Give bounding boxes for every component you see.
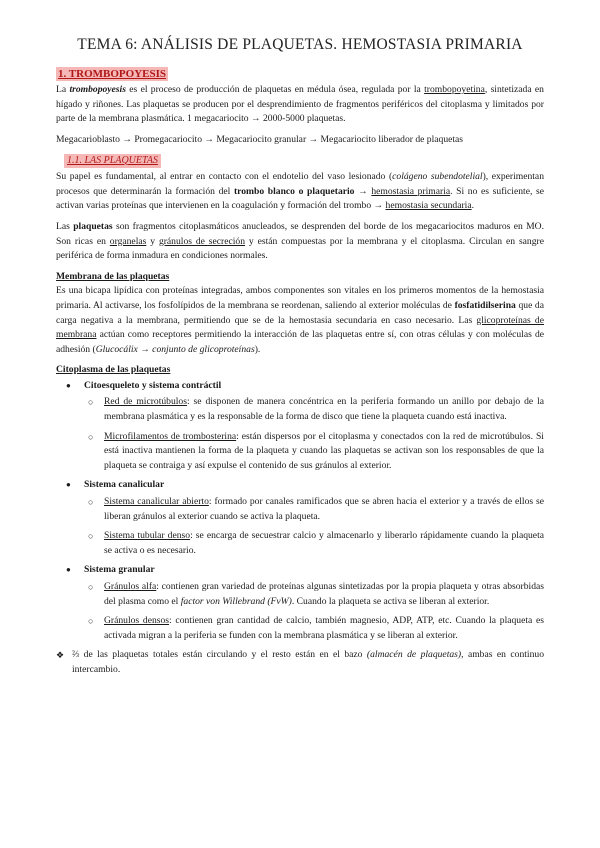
bullet-circle-icon: ○	[88, 497, 94, 508]
list-item: ○ Sistema canalicular abierto: formado por canales ramificados que se abren hacia el exterior y a través de ellos se liberan gránulos al exterior cuando se activa la plaqueta.	[88, 496, 544, 522]
list-item: ○ Gránulos alfa: contienen gran variedad de proteínas algunas sintetizadas por la propia plaqueta y otras absorbidas del plasma como el factor von Willebrand (FvW). Cuando la plaqueta se activa se liberan al exterior.	[88, 581, 544, 607]
diamond-bullet-icon: ❖	[56, 650, 65, 661]
paragraph-trombopoyesis: La trombopoyesis es el proceso de producción de plaquetas en médula ósea, regulada por la trombopoyetina, sintetizada en hígado y riñones. Las plaquetas se producen por el desprendimiento de fragmentos periféricos del citoplasma y limitados por parte de la membrana plasmática. 1 megacariocito → 2000-5000 plaquetas.	[56, 84, 544, 125]
bullet-circle-icon: ○	[88, 531, 94, 542]
bullet-dot-icon: ●	[66, 380, 71, 390]
note-item: ❖ ⅔ de las plaquetas totales están circulando y el resto están en el bazo (almacén de plaquetas), ambas en continuo intercambio.	[56, 649, 544, 675]
bullet-circle-icon: ○	[88, 431, 94, 442]
bullet-circle-icon: ○	[88, 582, 94, 592]
membrana-heading: Membrana de las plaquetas	[56, 270, 170, 282]
list-item: ● Citoesqueleto y sistema contráctil	[56, 379, 544, 394]
page-title: TEMA 6: ANÁLISIS DE PLAQUETAS. HEMOSTASIA PRIMARIA	[77, 36, 523, 53]
section-1-title: 1. TROMBOPOYESIS	[58, 67, 166, 80]
paragraph-sequence: Megacarioblasto → Promegacariocito → Megacariocito granular → Megacariocito liberador de plaquetas	[56, 133, 464, 145]
paragraph-membrana: Es una bicapa lipídica con proteínas integradas, ambos componentes son vitales en los primeros momentos de la hemostasia primaria. Al activarse, los fosfolípidos de la membrana se reordenan, saliendo al exterior moléculas de fosfatidilserina que da carga negativa a la membrana, permitiendo que se de la hemostasia secundaria en caso necesario. Las glicoproteínas de membrana actúan como receptores permitiendo la interacción de las plaquetas entre sí, con otras células y con moléculas de adhesión (Glucocálix → conjunto de glicoproteínas).	[56, 285, 544, 355]
list-item: ○ Gránulos densos: contienen gran cantidad de calcio, también magnesio, ADP, ATP, etc. Cuando la plaqueta es activada migran a la periferia se funden con la membrana plasmática y se liberan al exterior.	[88, 615, 545, 641]
paragraph-papel: Su papel es fundamental, al entrar en contacto con el endotelio del vaso lesionado (colágeno subendotelial), experimentan procesos que determinarán la formación del trombo blanco o plaquetario → hemostasia primaria. Si no es suficiente, se activan varias proteínas que intervienen en la coagulación y formación del trombo → hemostasia secundaria.	[56, 171, 544, 212]
bullet-dot-icon: ●	[66, 480, 71, 490]
bullet-circle-icon: ○	[88, 397, 94, 408]
list-item: ○ Red de microtúbulos: se disponen de manera concéntrica en la periferia formando un anillo por debajo de la membrana plasmática y es la responsable de la forma de disco que tiene la plaqueta cuando está inactiva.	[88, 396, 544, 423]
list-item: ● Sistema granular	[56, 563, 544, 578]
bullet-dot-icon: ●	[66, 565, 71, 575]
section-heading	[56, 67, 544, 84]
citoplasma-heading: Citoplasma de las plaquetas	[56, 364, 171, 376]
bullet-circle-icon: ○	[88, 616, 94, 627]
list-item: ○ Microfilamentos de trombosterina: están dispersos por el citoplasma y conectados con la red de microtúbulos. Si está inactiva mantienen la forma de la plaqueta y cuando las plaquetas se activan son los responsables de que la plaqueta se contraiga y así expulse el contenido de sus gránulos al exterior.	[88, 430, 544, 471]
section-1-1-title: 1.1. LAS PLAQUETAS	[64, 154, 161, 169]
paragraph-plaquetas: Las plaquetas son fragmentos citoplasmáticos anucleados, se desprenden del borde de los megacariocitos maduros en MO. Son ricas en organelas y gránulos de secreción y están compuestas por la membrana y el citoplasma. Circulan en sangre periférica de forma inmadura en condiciones normales.	[56, 220, 544, 262]
list-item: ○ Sistema tubular denso: se encarga de secuestrar calcio y almacenarlo y liberarlo rápidamente cuando la plaqueta se activa o es necesario.	[88, 530, 544, 556]
list-item: ● Sistema canalicular	[56, 478, 544, 493]
subsection-heading	[56, 154, 544, 171]
